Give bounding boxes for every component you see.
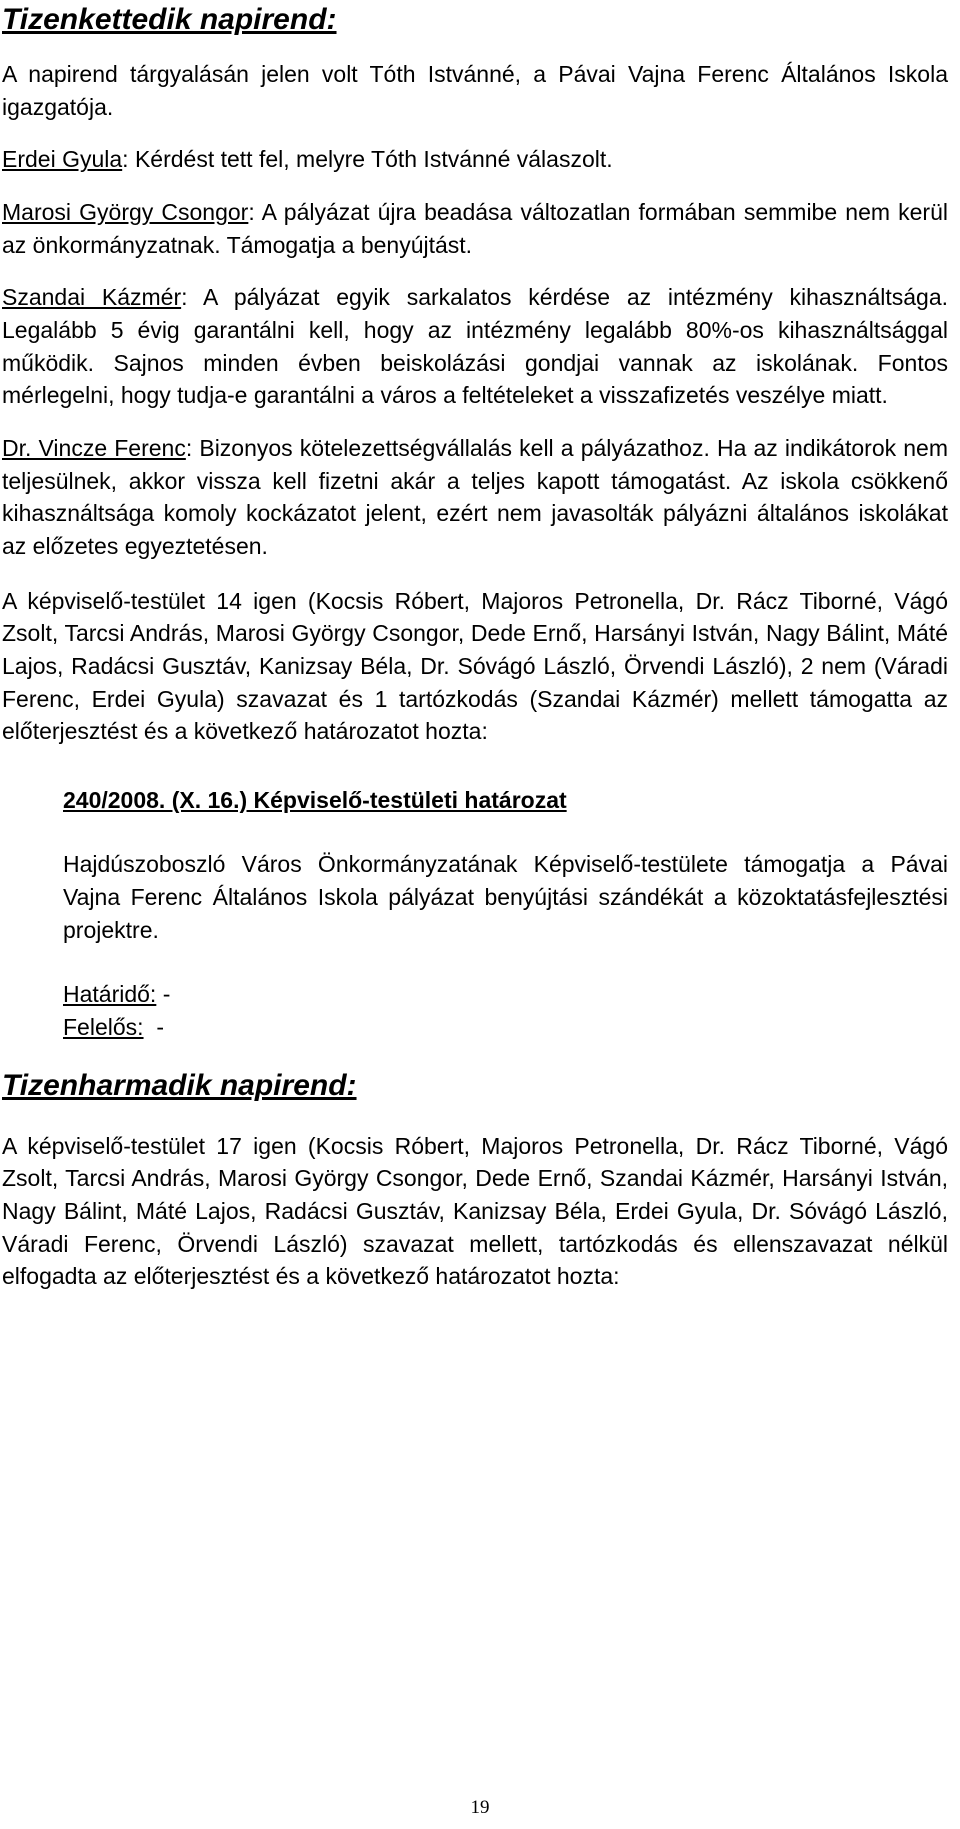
document-page <box>2 0 948 1293</box>
deadline-value: - <box>156 981 171 1008</box>
speaker-marosi-paragraph <box>2 196 948 261</box>
resolution-body: Hajdúszoboszló Város Önkormányzatának Képviselő-testülete támogatja a Pávai Vajna Ferenc Általános Iskola pályázat benyújtási szándékát a közoktatásfejlesztési projektre. <box>63 851 948 943</box>
speaker-szandai-paragraph <box>2 281 948 412</box>
deadline-label: Határidő: <box>63 981 157 1008</box>
section-12-vote: A képviselő-testület 14 igen (Kocsis Róbert, Majoros Petronella, Dr. Rácz Tiborné, Vágó Zsolt, Tarcsi András, Marosi György Csongor, Dede Ernő, Harsányi István, Nagy Bálint, Máté Lajos, Radácsi Gusztáv, Kanizsay Béla, Dr. Sóvágó László, Örvendi László), 2 nem (Váradi Ferenc, Erdei Gyula) szavazat és 1 tartózkodás (Szandai Kázmér) mellett támogatta az előterjesztést és a következő határozatot hozta: <box>2 587 948 745</box>
speaker-text: : Bizonyos kötelezettségvállalás kell a pályázathoz. Ha az indikátorok nem teljesülnek, akkor vissza kell fizetni akár a teljes kapott támogatást. Az iskola csökkenő kihasználtsága komoly kockázatot jelent, ezért nem javasolták pályázni általános iskolákat az előzetes egyeztetésen. <box>2 434 948 559</box>
section-12-heading: Tizenkettedik napirend: <box>2 3 337 36</box>
speaker-vincze-paragraph <box>2 432 948 563</box>
responsible-value: - <box>143 1014 164 1041</box>
speaker-erdei-paragraph <box>2 143 948 176</box>
deadline-row <box>63 978 948 1011</box>
speaker-text: : A pályázat újra beadása változatlan formában semmibe nem kerül az önkormányzatnak. Támogatja a benyújtást. <box>2 198 948 258</box>
resolution-title: 240/2008. (X. 16.) Képviselő-testületi határozat <box>63 786 567 813</box>
speaker-name: Marosi György Csongor <box>2 198 249 225</box>
section-13-vote: A képviselő-testület 17 igen (Kocsis Róbert, Majoros Petronella, Dr. Rácz Tiborné, Vágó Zsolt, Tarcsi András, Marosi György Csongor, Dede Ernő, Szandai Kázmér, Harsányi István, Nagy Bálint, Máté Lajos, Radácsi Gusztáv, Kanizsay Béla, Erdei Gyula, Dr. Sóvágó László, Váradi Ferenc, Örvendi László) szavazat mellett, tartózkodás és ellenszavazat nélkül elfogadta az előterjesztést és a következő határozatot hozta: <box>2 1132 948 1290</box>
deadline-block <box>63 978 948 1043</box>
page-number: 19 <box>470 1797 490 1818</box>
speaker-text: : Kérdést tett fel, melyre Tóth Istvánné válaszolt. <box>122 146 613 173</box>
speaker-text: : A pályázat egyik sarkalatos kérdése az intézmény kihasználtsága. Legalább 5 évig garantálni kell, hogy az intézmény legalább 80%-os kihasználtsággal működik. Sajnos minden évben beiskolázási gondjai vannak az iskolának. Fontos mérlegelni, hogy tudja-e garantálni a város a feltételeket a visszafizetés veszélye miatt. <box>2 284 949 409</box>
section-13-heading: Tizenharmadik napirend: <box>2 1068 357 1102</box>
responsible-label: Felelős: <box>63 1014 144 1041</box>
section-12-intro: A napirend tárgyalásán jelen volt Tóth Istvánné, a Pávai Vajna Ferenc Általános Iskola igazgatója. <box>2 61 948 120</box>
speaker-name: Dr. Vincze Ferenc <box>2 434 186 461</box>
speaker-name: Szandai Kázmér <box>2 284 182 311</box>
speaker-name: Erdei Gyula <box>2 146 123 173</box>
responsible-row <box>63 1011 948 1044</box>
